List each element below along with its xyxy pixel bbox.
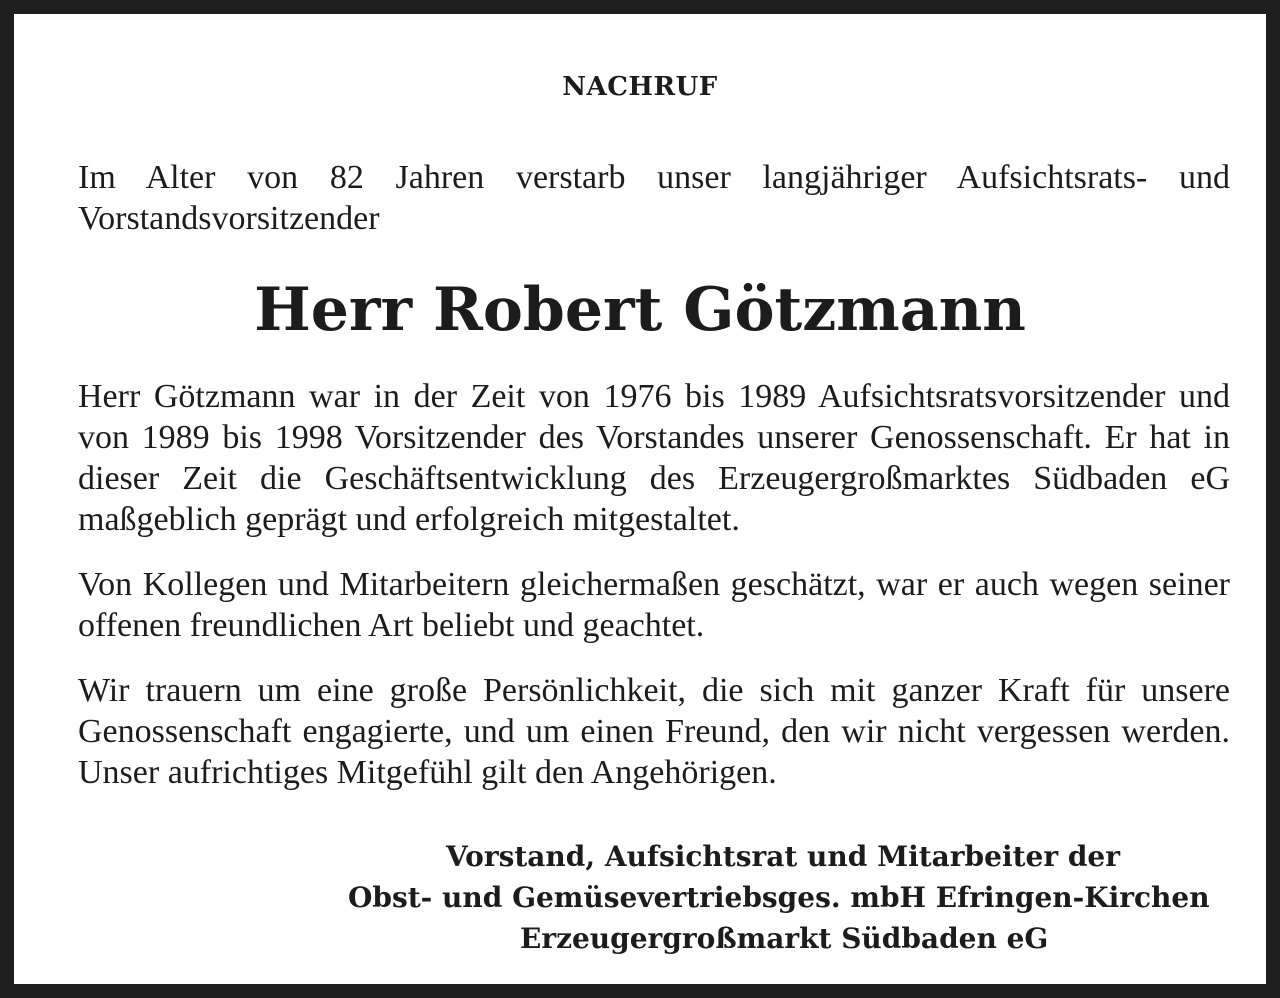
paragraph-mourning: Wir trauern um eine große Persönlichkeit, die sich mit ganzer Kraft für unsere Genossenschaft engagierte, und um einen Freund, den wir nicht vergessen werden. Unser aufrichtiges Mitgefühl gilt den Angehörigen. bbox=[78, 672, 1230, 791]
signature-line-company: Obst- und Gemüsevertriebsges. mbH Efringen-Kirchen bbox=[348, 881, 1210, 914]
paragraph-character: Von Kollegen und Mitarbeitern gleichermaßen geschätzt, war er auch wegen seiner offenen freundlichen Art beliebt und geachtet. bbox=[78, 566, 1230, 644]
signature-line-market: Erzeugergroßmarkt Südbaden eG bbox=[520, 922, 1049, 955]
intro-text: Im Alter von 82 Jahren verstarb unser langjähriger Aufsichtsrats- und Vorstandsvorsitzender bbox=[78, 159, 1230, 237]
deceased-name: Herr Robert Götzmann bbox=[254, 275, 1026, 345]
paragraph-career: Herr Götzmann war in der Zeit von 1976 bis 1989 Aufsichtsratsvorsitzender und von 1989 bis 1998 Vorsitzender des Vorstandes unserer Genossenschaft. Er hat in dieser Zeit die Geschäftsentwicklung des Erzeugergroßmarktes Südbaden eG maßgeblich geprägt und erfolgreich mitgestaltet. bbox=[78, 378, 1230, 538]
signature-line-board: Vorstand, Aufsichtsrat und Mitarbeiter der bbox=[446, 840, 1120, 873]
obituary-heading: NACHRUF bbox=[562, 72, 718, 102]
